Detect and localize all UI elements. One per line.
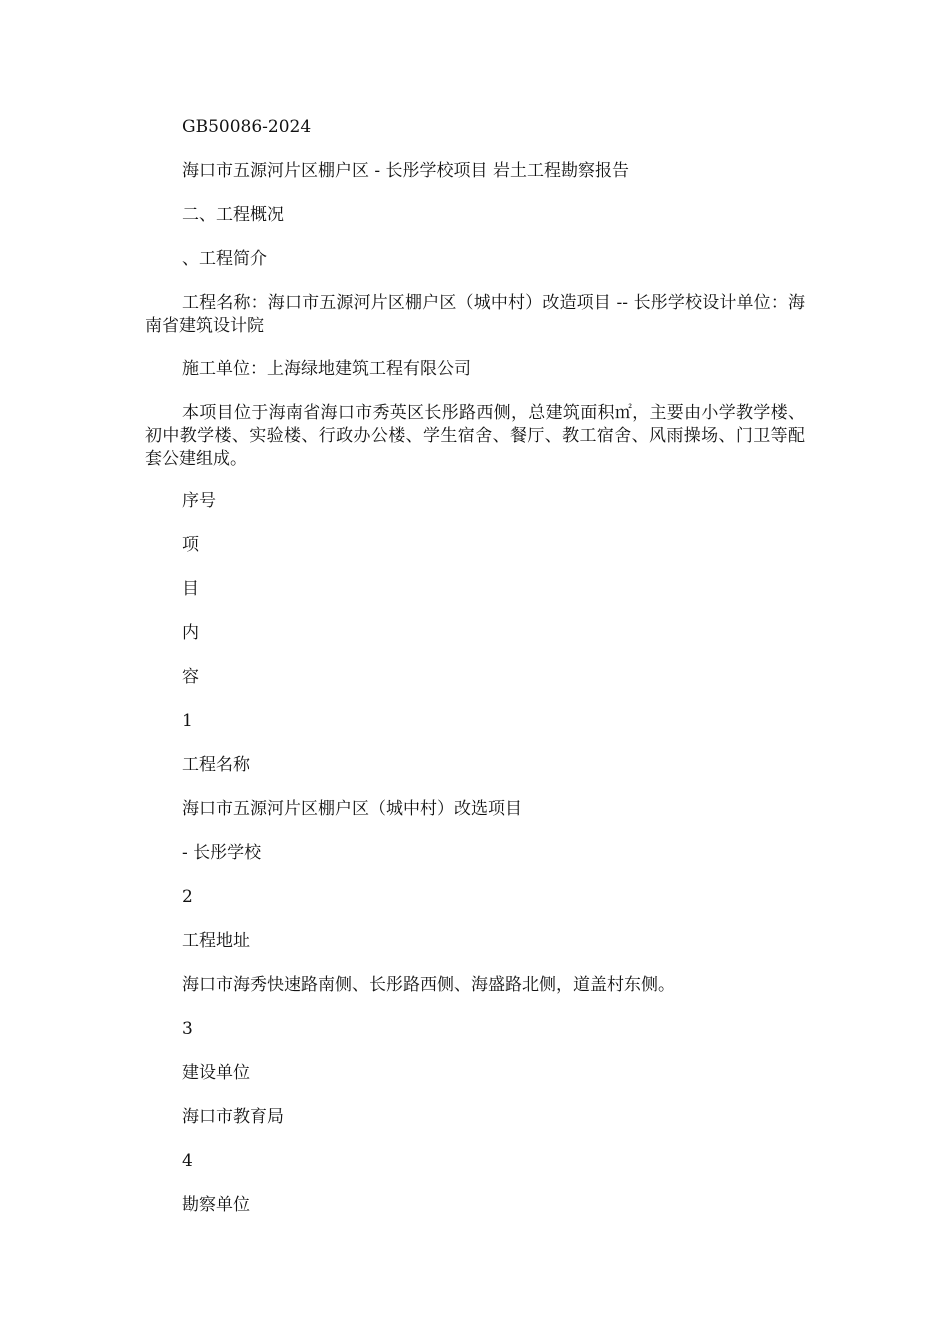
report-title: 海口市五源河片区棚户区 - 长彤学校项目 岩土工程勘察报告 [182,161,629,181]
table-header-char: 目 [182,579,199,599]
row-label: 建设单位 [182,1063,250,1083]
table-header-char: 内 [182,623,199,643]
row-number: 3 [182,1019,193,1039]
table-header-char: 容 [182,667,199,687]
row-number: 4 [182,1151,193,1171]
row-number: 2 [182,887,193,907]
row-number: 1 [182,711,193,731]
description-paragraph: 本项目位于海南省海口市秀英区长彤路西侧，总建筑面积㎡，主要由小学教学楼、初中教学楼、实验楼、行政办公楼、学生宿舍、餐厅、教工宿舍、风雨操场、门卫等配套公建组成。 [145,403,805,469]
row-label: 工程地址 [182,931,250,951]
construction-unit: 施工单位：上海绿地建筑工程有限公司 [182,359,471,379]
row-value: 海口市五源河片区棚户区（城中村）改选项目 [182,799,522,819]
project-name-paragraph: 工程名称：海口市五源河片区棚户区（城中村）改造项目 -- 长彤学校设计单位：海南省建筑设计院 [145,293,805,336]
row-value: 海口市海秀快速路南侧、长彤路西侧、海盛路北侧，道盖村东侧。 [182,975,675,995]
row-label: 勘察单位 [182,1195,250,1215]
standard-code: GB50086-2024 [182,117,312,137]
row-value-continued: - 长彤学校 [182,843,262,863]
row-label: 工程名称 [182,755,250,775]
section-heading: 二、工程概况 [182,205,284,225]
row-value: 海口市教育局 [182,1107,284,1127]
table-header-char: 项 [182,535,199,555]
table-header-serial: 序号 [182,491,216,511]
subsection-heading: 、工程简介 [182,249,267,269]
